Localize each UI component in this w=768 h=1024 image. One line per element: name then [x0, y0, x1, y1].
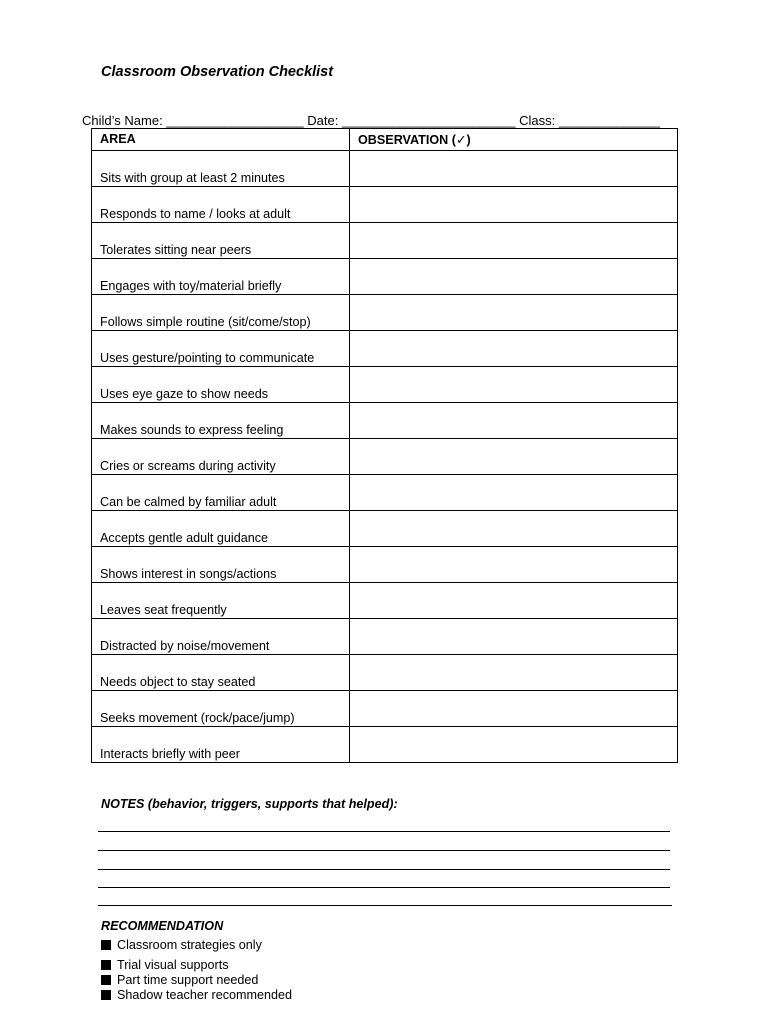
- recommendation-label: RECOMMENDATION: [101, 919, 224, 933]
- table-row: [92, 439, 678, 475]
- recommendation-text: Shadow teacher recommended: [117, 988, 293, 1002]
- observation-cell[interactable]: [350, 727, 678, 763]
- table-row: [92, 619, 678, 655]
- recommendation-text: Trial visual supports: [117, 958, 229, 972]
- observation-cell[interactable]: [350, 187, 678, 223]
- recommendation-text: Part time support needed: [117, 973, 259, 987]
- observation-cell[interactable]: [350, 475, 678, 511]
- area-cell: Uses eye gaze to show needs: [92, 367, 350, 403]
- area-cell: Distracted by noise/movement: [92, 619, 350, 655]
- observation-cell[interactable]: [350, 655, 678, 691]
- area-cell: Can be calmed by familiar adult: [92, 475, 350, 511]
- observation-cell[interactable]: [350, 151, 678, 187]
- observation-cell[interactable]: [350, 295, 678, 331]
- area-cell: Shows interest in songs/actions: [92, 547, 350, 583]
- note-line[interactable]: [98, 850, 670, 851]
- notes-label: NOTES (behavior, triggers, supports that helped):: [101, 797, 398, 811]
- observation-column-header: OBSERVATION (✓): [350, 129, 678, 151]
- observation-cell[interactable]: [350, 511, 678, 547]
- table-row: [92, 331, 678, 367]
- area-cell: Responds to name / looks at adult: [92, 187, 350, 223]
- observation-cell[interactable]: [350, 547, 678, 583]
- observation-cell[interactable]: [350, 223, 678, 259]
- observation-cell[interactable]: [350, 403, 678, 439]
- observation-cell[interactable]: [350, 259, 678, 295]
- area-cell: Sits with group at least 2 minutes: [92, 151, 350, 187]
- area-cell: Uses gesture/pointing to communicate: [92, 331, 350, 367]
- area-column-header: AREA: [92, 129, 350, 151]
- area-cell: Cries or screams during activity: [92, 439, 350, 475]
- recommendation-option[interactable]: [101, 988, 292, 1002]
- recommendation-text: Classroom strategies only: [117, 938, 262, 952]
- note-line[interactable]: [98, 887, 670, 888]
- recommendation-option[interactable]: [101, 973, 258, 987]
- observation-table: [91, 128, 678, 763]
- checkbox-square-icon[interactable]: [101, 975, 111, 985]
- area-cell: Tolerates sitting near peers: [92, 223, 350, 259]
- table-row: [92, 655, 678, 691]
- table-row: [92, 547, 678, 583]
- table-row: [92, 295, 678, 331]
- table-row: [92, 691, 678, 727]
- area-cell: Needs object to stay seated: [92, 655, 350, 691]
- table-row: [92, 583, 678, 619]
- area-cell: Leaves seat frequently: [92, 583, 350, 619]
- checkbox-square-icon[interactable]: [101, 990, 111, 1000]
- note-line[interactable]: [98, 905, 672, 906]
- table-row: [92, 259, 678, 295]
- recommendation-option[interactable]: [101, 958, 229, 972]
- area-cell: Engages with toy/material briefly: [92, 259, 350, 295]
- observation-cell[interactable]: [350, 619, 678, 655]
- observation-cell[interactable]: [350, 439, 678, 475]
- area-cell: Accepts gentle adult guidance: [92, 511, 350, 547]
- note-line[interactable]: [98, 869, 670, 870]
- table-header-row: [92, 129, 678, 151]
- page-title: Classroom Observation Checklist: [101, 64, 334, 80]
- table-row: [92, 727, 678, 763]
- observation-cell[interactable]: [350, 331, 678, 367]
- table-row: [92, 403, 678, 439]
- table-row: [92, 511, 678, 547]
- child-info-line: Child’s Name: ___________________ Date: ________________________ Class: ______________: [82, 113, 661, 128]
- table-row: [92, 151, 678, 187]
- checkbox-square-icon[interactable]: [101, 940, 111, 950]
- area-cell: Seeks movement (rock/pace/jump): [92, 691, 350, 727]
- table-row: [92, 367, 678, 403]
- area-cell: Follows simple routine (sit/come/stop): [92, 295, 350, 331]
- observation-cell[interactable]: [350, 367, 678, 403]
- area-cell: Makes sounds to express feeling: [92, 403, 350, 439]
- area-cell: Interacts briefly with peer: [92, 727, 350, 763]
- table-row: [92, 475, 678, 511]
- checkbox-square-icon[interactable]: [101, 960, 111, 970]
- observation-cell[interactable]: [350, 691, 678, 727]
- table-row: [92, 223, 678, 259]
- table-row: [92, 187, 678, 223]
- note-line[interactable]: [98, 831, 670, 832]
- observation-cell[interactable]: [350, 583, 678, 619]
- recommendation-option[interactable]: [101, 938, 262, 952]
